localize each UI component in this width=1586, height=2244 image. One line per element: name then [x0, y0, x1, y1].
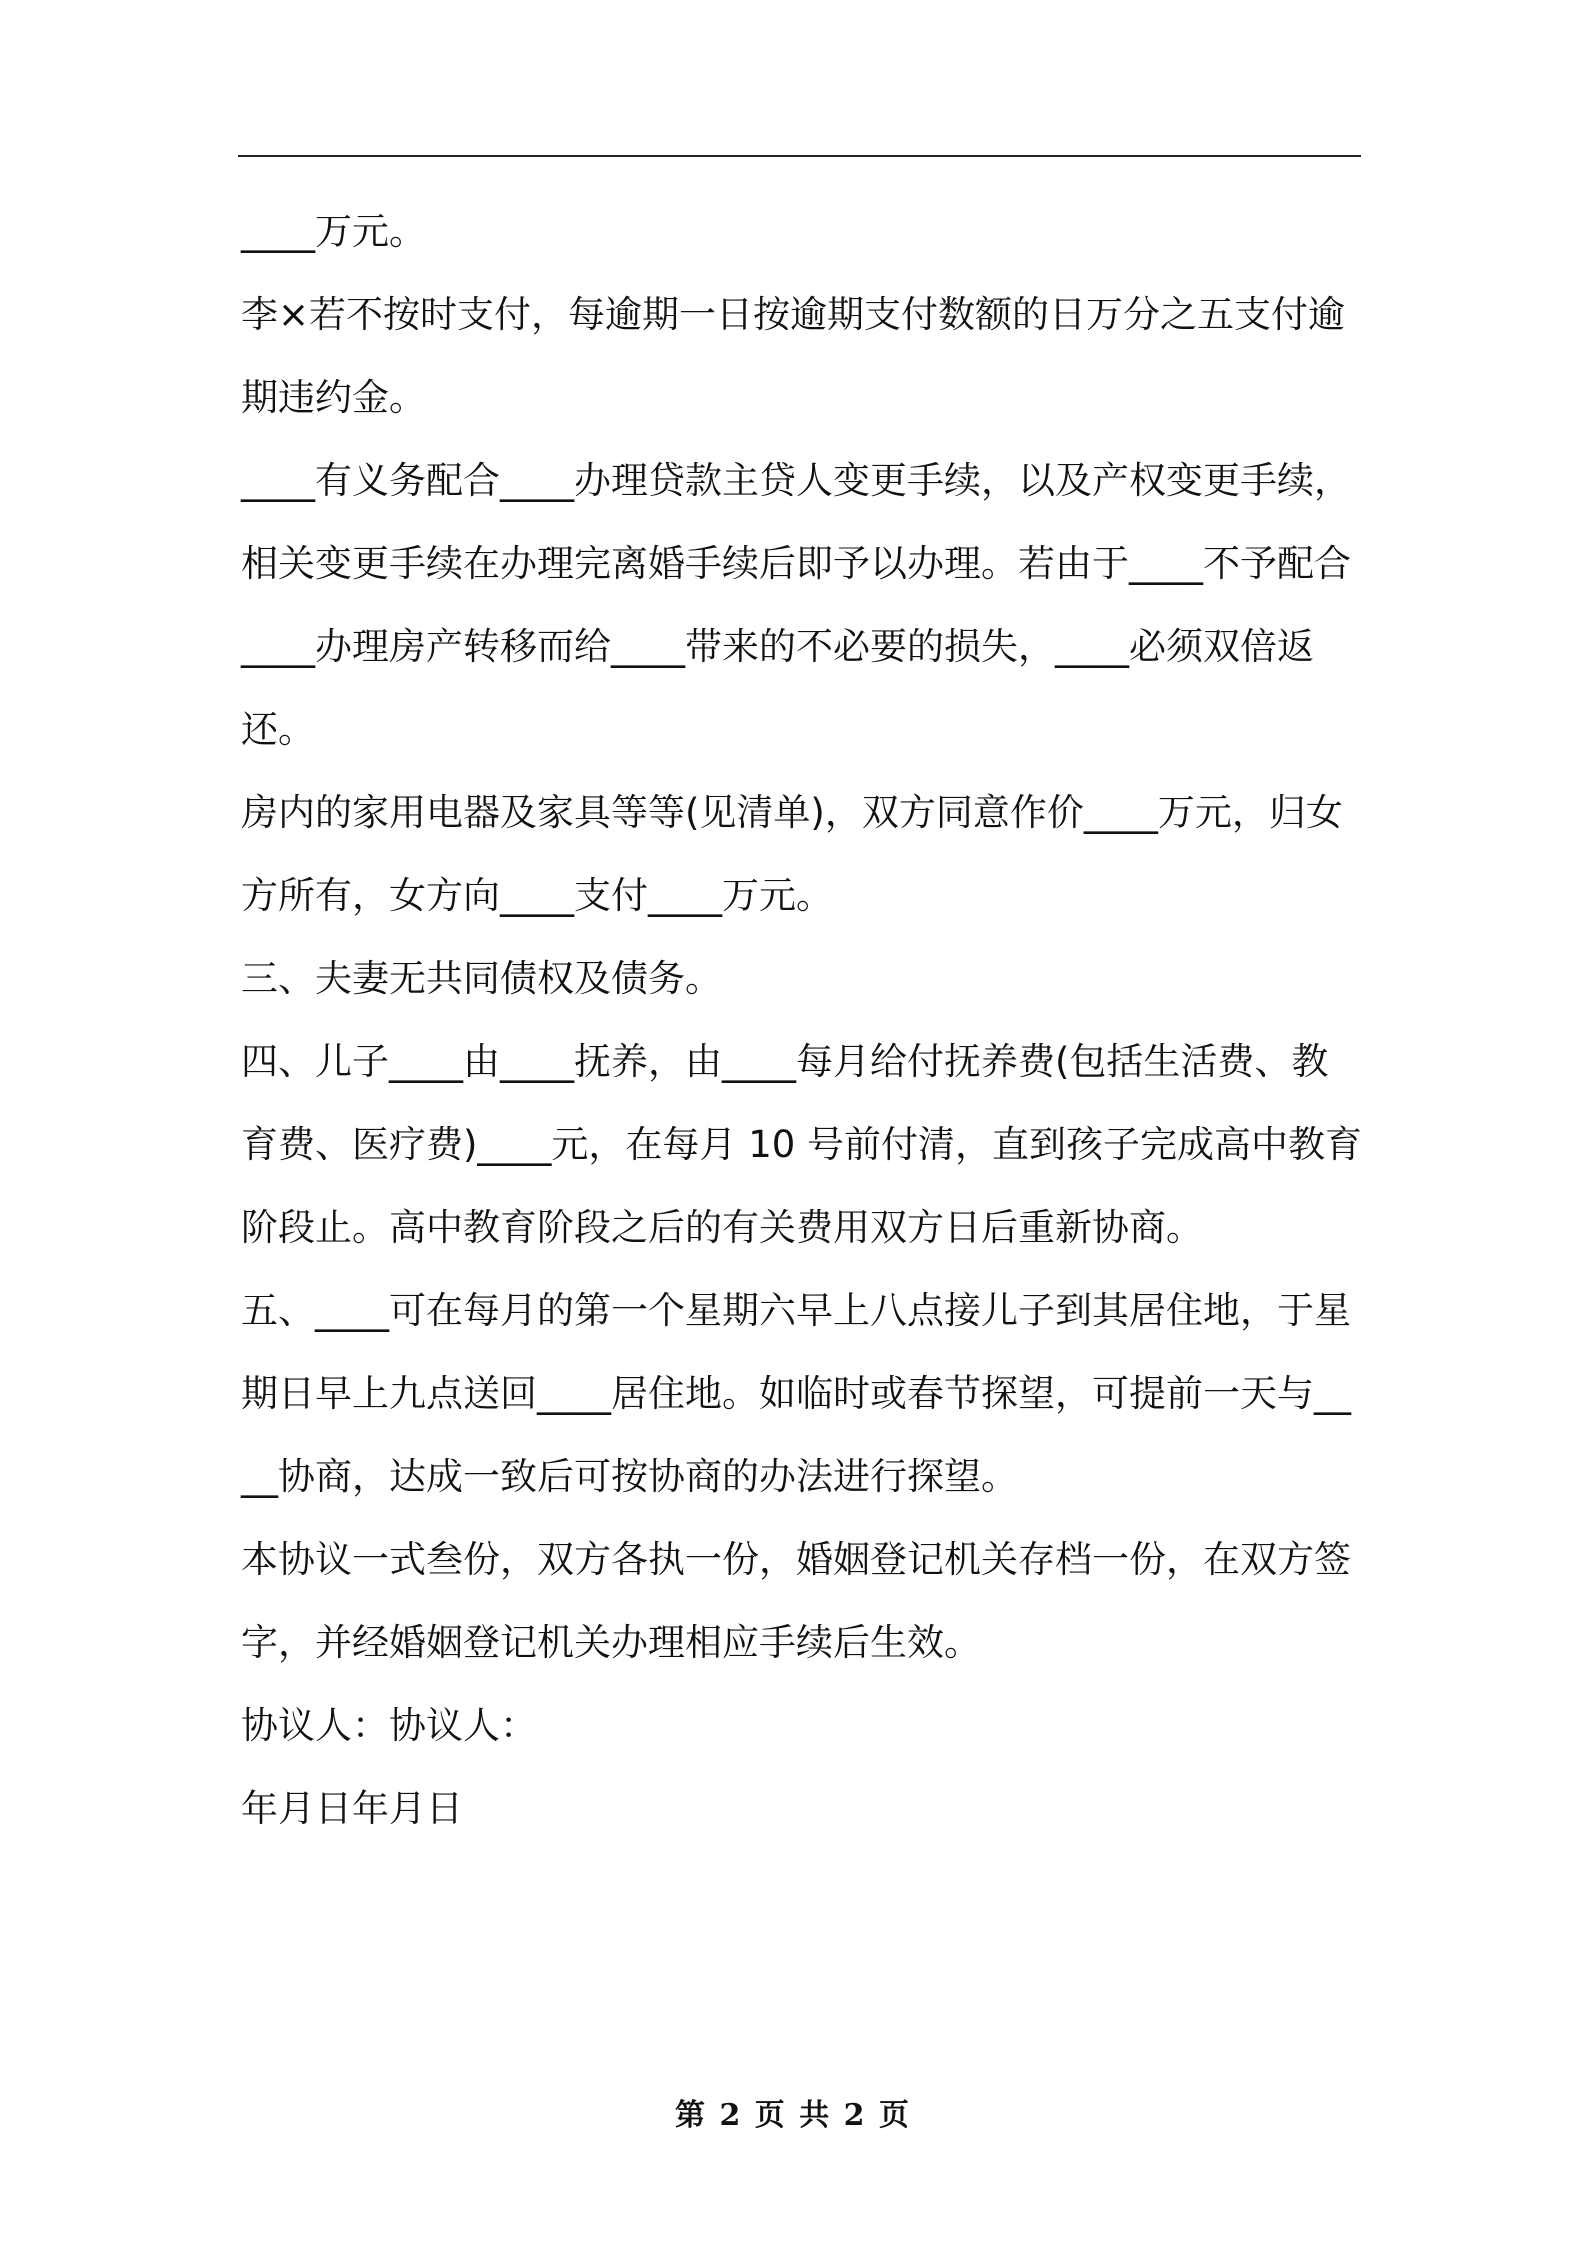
paragraph-dates: 年月日年月日	[241, 1787, 463, 1830]
document-body	[241, 190, 1363, 1850]
paragraph-signatories: 协议人：协议人：	[241, 1704, 537, 1747]
paragraph-clause-four: 四、儿子____由____抚养，由____每月给付抚养费(包括生活费、教育费、医疗费)____元，在每月 10 号前付清，直到孩子完成高中教育阶段止。高中教育阶段之后的有关费用双方日后重新协商。	[241, 1040, 1363, 1249]
paragraph-amount-line: ____万元。	[241, 210, 426, 253]
page-number-footer: 第 2 页 共 2 页	[675, 2098, 911, 2133]
paragraph-loan-transfer: ____有义务配合____办理贷款主贷人变更手续，以及产权变更手续，相关变更手续在办理完离婚手续后即予以办理。若由于____不予配合____办理房产转移而给____带来的不必要的损失，____必须双倍返还。	[241, 459, 1351, 751]
paragraph-copies: 本协议一式叁份，双方各执一份，婚姻登记机关存档一份，在双方签字，并经婚姻登记机关办理相应手续后生效。	[241, 1538, 1351, 1664]
paragraph-late-payment: 李×若不按时支付，每逾期一日按逾期支付数额的日万分之五支付逾期违约金。	[241, 293, 1346, 419]
paragraph-clause-five: 五、____可在每月的第一个星期六早上八点接儿子到其居住地，于星期日早上九点送回____居住地。如临时或春节探望，可提前一天与____协商，达成一致后可按协商的办法进行探望。	[241, 1289, 1351, 1498]
header-rule	[238, 155, 1361, 157]
paragraph-clause-three: 三、夫妻无共同债权及债务。	[241, 957, 722, 1000]
paragraph-appliances: 房内的家用电器及家具等等(见清单)，双方同意作价____万元，归女方所有，女方向____支付____万元。	[241, 791, 1343, 917]
